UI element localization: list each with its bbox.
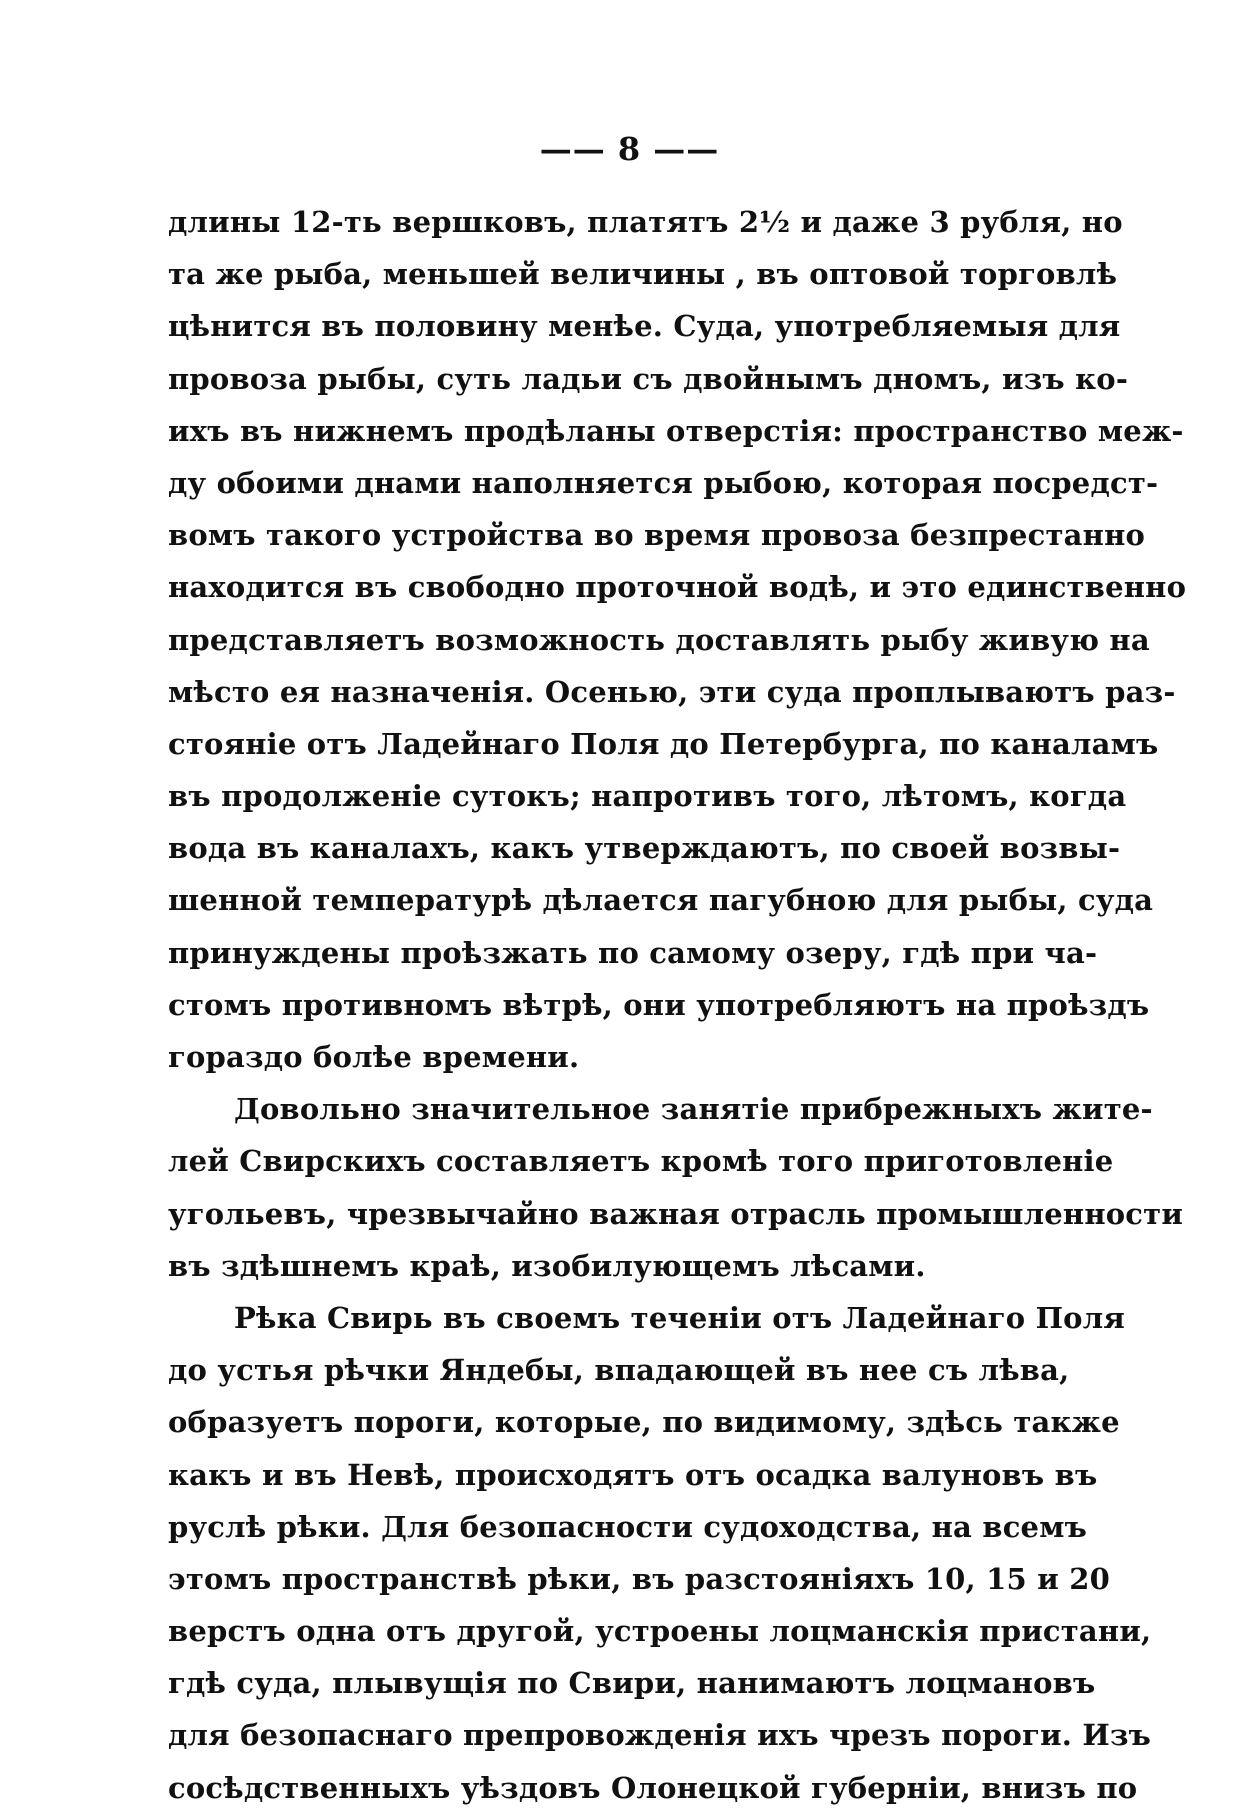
text-line: провоза рыбы, суть ладьи съ двойнымъ дномъ, изъ ко- — [168, 361, 1129, 396]
text-line: сосѣдственныхъ уѣздовъ Олонецкой губерніи, внизъ по — [168, 1770, 1138, 1805]
text-line: какъ и въ Невѣ, происходятъ отъ осадка валуновъ въ — [168, 1457, 1098, 1492]
text-line: вомъ такого устройства во время провоза безпрестанно — [168, 518, 1146, 553]
text-line: та же рыба, меньшей величины , въ оптовой торговлѣ — [168, 257, 1118, 292]
text-line: до устья рѣчки Яндебы, впадающей въ нее съ лѣва, — [168, 1353, 1070, 1388]
text-line: длины 12-ть вершковъ, платятъ 2⅟₂ и даже 3 рубля, но — [168, 205, 1123, 239]
text-line: руслѣ рѣки. Для безопасности судоходства, на всемъ — [168, 1509, 1088, 1544]
text-line: стояніе отъ Ладейнаго Поля до Петербурга, по каналамъ — [168, 726, 1159, 761]
text-line: принуждены проѣзжать по самому озеру, гдѣ при ча- — [168, 935, 1098, 970]
text-line: находится въ свободно проточной водѣ, и это единственно — [168, 570, 1187, 605]
paragraph-start-line: Довольно значительное занятіе прибрежныхъ жите- — [234, 1092, 1153, 1127]
text-line: лей Свирскихъ составляетъ кромѣ того приготовленіе — [168, 1144, 1114, 1179]
text-line: цѣнится въ половину менѣе. Суда, употребляемыя для — [168, 309, 1121, 344]
paragraph-end-line: гораздо болѣе времени. — [168, 1040, 580, 1074]
text-line: представляетъ возможность доставлять рыбу живую на — [168, 622, 1150, 657]
text-line: угольевъ, чрезвычайно важная отрасль промышленности — [168, 1196, 1184, 1231]
text-line: образуетъ пороги, которые, по видимому, здѣсь также — [168, 1405, 1120, 1440]
page-number: —— 8 —— — [539, 130, 720, 168]
text-line: стомъ противномъ вѣтрѣ, они употребляютъ на проѣздъ — [168, 987, 1150, 1022]
text-line: шенной температурѣ дѣлается пагубною для рыбы, суда — [168, 883, 1154, 918]
text-line: этомъ пространствѣ рѣки, въ разстояніяхъ 10, 15 и 20 — [168, 1561, 1110, 1596]
text-line: ду обоими днами наполняется рыбою, которая посредст- — [168, 465, 1159, 500]
text-line: для безопаснаго препровожденія ихъ чрезъ пороги. Изъ — [168, 1718, 1152, 1753]
text-line: вода въ каналахъ, какъ утверждаютъ, по своей возвы- — [168, 831, 1121, 866]
text-line: гдѣ суда, плывущія по Свири, нанимаютъ лоцмановъ — [168, 1666, 1096, 1701]
body-text — [168, 196, 1187, 1814]
paragraph-end-line: въ здѣшнемъ краѣ, изобилующемъ лѣсами. — [168, 1248, 926, 1283]
text-line: мѣсто ея назначенія. Осенью, эти суда проплываютъ раз- — [168, 674, 1176, 709]
paragraph-start-line: Рѣка Свирь въ своемъ теченіи отъ Ладейнаго Поля — [234, 1300, 1125, 1335]
text-line: верстъ одна отъ другой, устроены лоцманскія пристани, — [168, 1614, 1152, 1649]
text-line: въ продолженіе сутокъ; напротивъ того, лѣтомъ, когда — [168, 779, 1127, 814]
text-line: ихъ въ нижнемъ продѣланы отверстія: пространство меж- — [168, 413, 1184, 448]
